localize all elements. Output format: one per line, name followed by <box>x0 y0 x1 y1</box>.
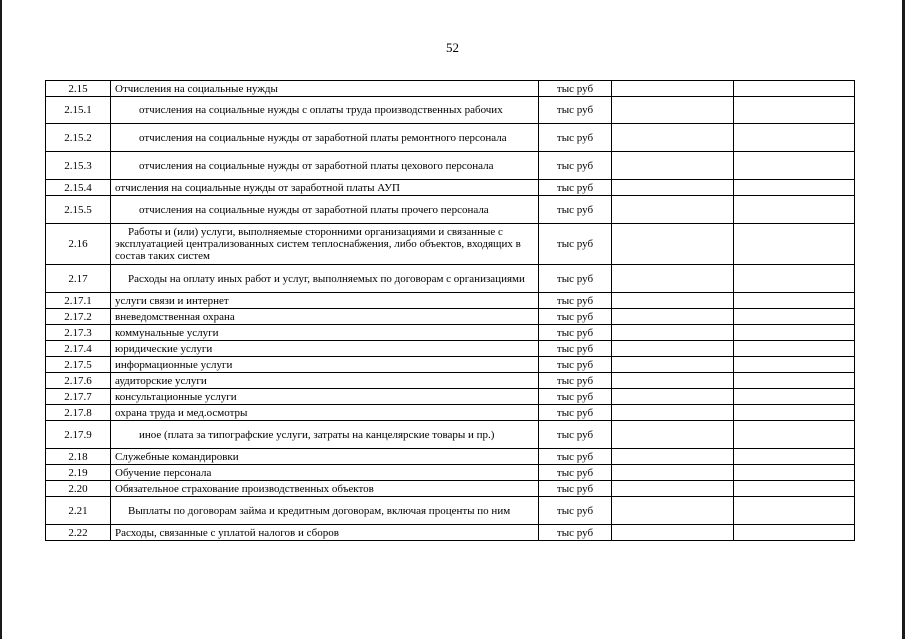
table-row <box>46 449 855 465</box>
row-number: 2.15.1 <box>46 97 111 124</box>
table-row <box>46 481 855 497</box>
row-number: 2.21 <box>46 497 111 525</box>
value-cell-1 <box>612 465 734 481</box>
table-row <box>46 293 855 309</box>
row-description: отчисления на социальные нужды с оплаты труда производственных рабочих <box>111 97 539 124</box>
row-number: 2.17.9 <box>46 421 111 449</box>
table-row <box>46 405 855 421</box>
row-description: аудиторские услуги <box>111 373 539 389</box>
row-number: 2.17.8 <box>46 405 111 421</box>
table-row <box>46 525 855 541</box>
value-cell-2 <box>734 481 855 497</box>
expense-table-body <box>46 81 855 541</box>
value-cell-2 <box>734 224 855 265</box>
row-unit: тыс руб <box>539 357 612 373</box>
value-cell-1 <box>612 265 734 293</box>
row-unit: тыс руб <box>539 525 612 541</box>
value-cell-1 <box>612 224 734 265</box>
row-unit: тыс руб <box>539 152 612 180</box>
row-description: отчисления на социальные нужды от заработной платы прочего персонала <box>111 196 539 224</box>
value-cell-1 <box>612 124 734 152</box>
value-cell-1 <box>612 309 734 325</box>
row-unit: тыс руб <box>539 196 612 224</box>
row-number: 2.15.4 <box>46 180 111 196</box>
value-cell-1 <box>612 405 734 421</box>
row-number: 2.20 <box>46 481 111 497</box>
value-cell-1 <box>612 389 734 405</box>
table-row <box>46 341 855 357</box>
row-unit: тыс руб <box>539 481 612 497</box>
row-unit: тыс руб <box>539 309 612 325</box>
row-unit: тыс руб <box>539 421 612 449</box>
table-row <box>46 97 855 124</box>
value-cell-2 <box>734 325 855 341</box>
table-row <box>46 180 855 196</box>
value-cell-1 <box>612 373 734 389</box>
value-cell-2 <box>734 525 855 541</box>
row-description: отчисления на социальные нужды от заработной платы цехового персонала <box>111 152 539 180</box>
value-cell-1 <box>612 293 734 309</box>
table-row <box>46 465 855 481</box>
row-description: услуги связи и интернет <box>111 293 539 309</box>
value-cell-2 <box>734 265 855 293</box>
row-unit: тыс руб <box>539 293 612 309</box>
row-description: Выплаты по договорам займа и кредитным договорам, включая проценты по ним <box>111 497 539 525</box>
value-cell-2 <box>734 405 855 421</box>
value-cell-2 <box>734 180 855 196</box>
row-description: иное (плата за типографские услуги, затраты на канцелярские товары и пр.) <box>111 421 539 449</box>
table-row <box>46 421 855 449</box>
row-unit: тыс руб <box>539 389 612 405</box>
row-description: Работы и (или) услуги, выполняемые сторонними организациями и связанные с эксплуатацией централизованных систем теплоснабжения, либо объектов, входящих в состав таких систем <box>111 224 539 265</box>
row-unit: тыс руб <box>539 180 612 196</box>
row-number: 2.17.2 <box>46 309 111 325</box>
table-row <box>46 152 855 180</box>
row-unit: тыс руб <box>539 97 612 124</box>
row-number: 2.18 <box>46 449 111 465</box>
value-cell-1 <box>612 152 734 180</box>
page-number: 52 <box>446 40 459 55</box>
value-cell-1 <box>612 357 734 373</box>
table-row <box>46 373 855 389</box>
value-cell-2 <box>734 124 855 152</box>
value-cell-1 <box>612 196 734 224</box>
value-cell-1 <box>612 525 734 541</box>
table-row <box>46 224 855 265</box>
table-row <box>46 389 855 405</box>
row-number: 2.17.7 <box>46 389 111 405</box>
row-unit: тыс руб <box>539 325 612 341</box>
row-number: 2.15 <box>46 81 111 97</box>
row-description: вневедомственная охрана <box>111 309 539 325</box>
value-cell-2 <box>734 497 855 525</box>
table-row <box>46 124 855 152</box>
page-frame-left <box>0 0 2 639</box>
value-cell-1 <box>612 421 734 449</box>
value-cell-2 <box>734 373 855 389</box>
row-description: охрана труда и мед.осмотры <box>111 405 539 421</box>
value-cell-2 <box>734 465 855 481</box>
table-row <box>46 325 855 341</box>
row-number: 2.17.5 <box>46 357 111 373</box>
row-description: Обязательное страхование производственных объектов <box>111 481 539 497</box>
row-unit: тыс руб <box>539 124 612 152</box>
row-number: 2.15.5 <box>46 196 111 224</box>
row-number: 2.17 <box>46 265 111 293</box>
value-cell-2 <box>734 389 855 405</box>
value-cell-2 <box>734 152 855 180</box>
row-unit: тыс руб <box>539 465 612 481</box>
row-description: информационные услуги <box>111 357 539 373</box>
table-row <box>46 265 855 293</box>
row-unit: тыс руб <box>539 449 612 465</box>
value-cell-1 <box>612 341 734 357</box>
value-cell-1 <box>612 325 734 341</box>
row-description: Служебные командировки <box>111 449 539 465</box>
row-description: Отчисления на социальные нужды <box>111 81 539 97</box>
value-cell-2 <box>734 357 855 373</box>
row-number: 2.16 <box>46 224 111 265</box>
row-number: 2.17.1 <box>46 293 111 309</box>
expense-table <box>45 80 855 541</box>
value-cell-2 <box>734 341 855 357</box>
table-row <box>46 309 855 325</box>
row-unit: тыс руб <box>539 497 612 525</box>
row-unit: тыс руб <box>539 373 612 389</box>
value-cell-1 <box>612 180 734 196</box>
row-number: 2.17.6 <box>46 373 111 389</box>
value-cell-2 <box>734 196 855 224</box>
row-description: Обучение персонала <box>111 465 539 481</box>
row-number: 2.17.4 <box>46 341 111 357</box>
row-number: 2.22 <box>46 525 111 541</box>
value-cell-1 <box>612 81 734 97</box>
value-cell-1 <box>612 497 734 525</box>
value-cell-2 <box>734 421 855 449</box>
row-description: Расходы, связанные с уплатой налогов и сборов <box>111 525 539 541</box>
table-row <box>46 497 855 525</box>
table-row <box>46 357 855 373</box>
value-cell-1 <box>612 449 734 465</box>
row-number: 2.19 <box>46 465 111 481</box>
table-row <box>46 81 855 97</box>
row-description: Расходы на оплату иных работ и услуг, выполняемых по договорам с организациями <box>111 265 539 293</box>
row-description: отчисления на социальные нужды от заработной платы ремонтного персонала <box>111 124 539 152</box>
value-cell-2 <box>734 293 855 309</box>
value-cell-2 <box>734 81 855 97</box>
row-unit: тыс руб <box>539 224 612 265</box>
row-description: коммунальные услуги <box>111 325 539 341</box>
value-cell-1 <box>612 481 734 497</box>
row-description: отчисления на социальные нужды от заработной платы АУП <box>111 180 539 196</box>
row-unit: тыс руб <box>539 341 612 357</box>
row-description: юридические услуги <box>111 341 539 357</box>
value-cell-2 <box>734 309 855 325</box>
table-row <box>46 196 855 224</box>
value-cell-1 <box>612 97 734 124</box>
value-cell-2 <box>734 449 855 465</box>
row-number: 2.15.2 <box>46 124 111 152</box>
row-unit: тыс руб <box>539 265 612 293</box>
row-unit: тыс руб <box>539 81 612 97</box>
row-number: 2.15.3 <box>46 152 111 180</box>
row-unit: тыс руб <box>539 405 612 421</box>
row-number: 2.17.3 <box>46 325 111 341</box>
row-description: консультационные услуги <box>111 389 539 405</box>
value-cell-2 <box>734 97 855 124</box>
